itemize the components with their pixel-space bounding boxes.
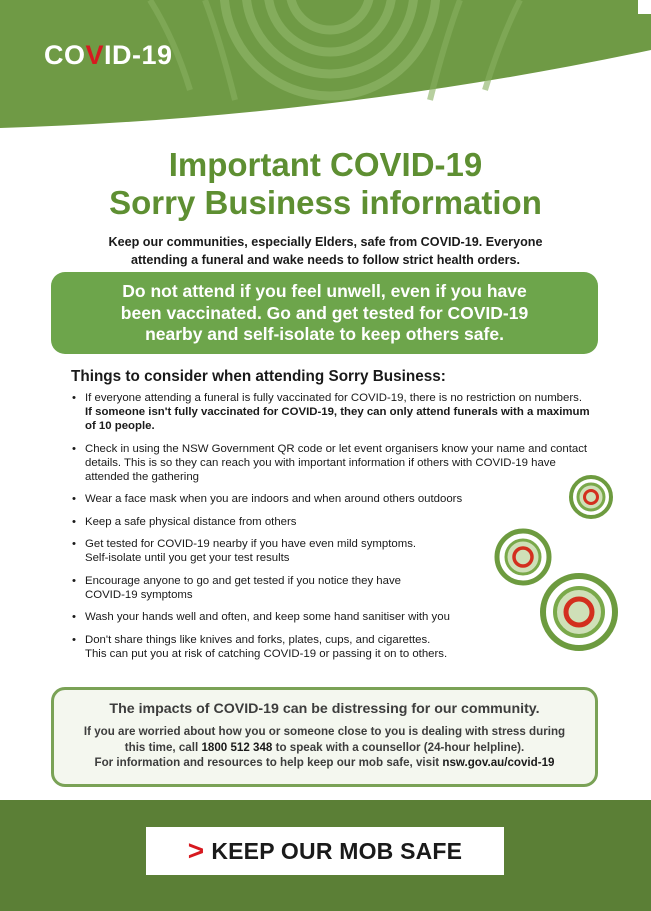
list-item: • Get tested for COVID-19 nearby if you have even mild symptoms. Self-isolate until you get your test results	[71, 537, 591, 565]
list-item: • Check in using the NSW Government QR code or let event organisers know your name and contact details. This is so they can reach you with important information if others with COVID-19 have attended the gathering	[71, 442, 591, 484]
consider-list	[71, 391, 591, 669]
covid-19-logo: COVID-19	[44, 40, 173, 70]
intro-text: Keep our communities, especially Elders, safe from COVID-19. Everyone attending a funeral and wake needs to follow strict health orders.	[108, 235, 543, 267]
title-line-1: Important COVID-19	[168, 146, 483, 183]
list-item: • Wash your hands well and often, and keep some hand sanitiser with you	[71, 610, 591, 624]
alert-box: Do not attend if you feel unwell, even if you have been vaccinated. Go and get tested for COVID-19 nearby and self-isolate to keep others safe.	[51, 272, 598, 354]
list-item: • Wear a face mask when you are indoors and when around others outdoors	[71, 492, 591, 506]
title-line-2: Sorry Business information	[109, 184, 542, 221]
impact-box	[51, 687, 598, 787]
list-item: • Keep a safe physical distance from others	[71, 515, 591, 529]
cta-text: KEEP OUR MOB SAFE	[211, 837, 463, 864]
list-item: • If everyone attending a funeral is fully vaccinated for COVID-19, there is no restriction on numbers. If someone isn't fully vaccinated for COVID-19, they can only attend funerals with a maximum of 10 people.	[71, 391, 591, 433]
impact-body: If you are worried about how you or someone close to you is dealing with stress during this time, call 1800 512 348 to speak with a counsellor (24-hour helpline). For information and resources to help keep our mob safe, visit nsw.gov.au/covid-19	[83, 725, 566, 769]
chevron-right-icon: >	[187, 835, 205, 866]
page-title	[0, 146, 651, 222]
helpline-number: 1800 512 348	[201, 740, 273, 754]
list-item: • Don't share things like knives and forks, plates, cups, and cigarettes. This can put you at risk of catching COVID-19 or passing it on to others.	[71, 633, 591, 661]
header-banner	[0, 0, 651, 130]
keep-our-mob-safe-banner	[146, 827, 504, 875]
consider-heading: Things to consider when attending Sorry Business:	[71, 368, 446, 385]
impact-title: The impacts of COVID-19 can be distressing for our community.	[109, 701, 540, 717]
resource-link[interactable]: nsw.gov.au/covid-19	[442, 756, 555, 769]
list-item: • Encourage anyone to go and get tested if you notice they have COVID-19 symptoms	[71, 574, 591, 602]
